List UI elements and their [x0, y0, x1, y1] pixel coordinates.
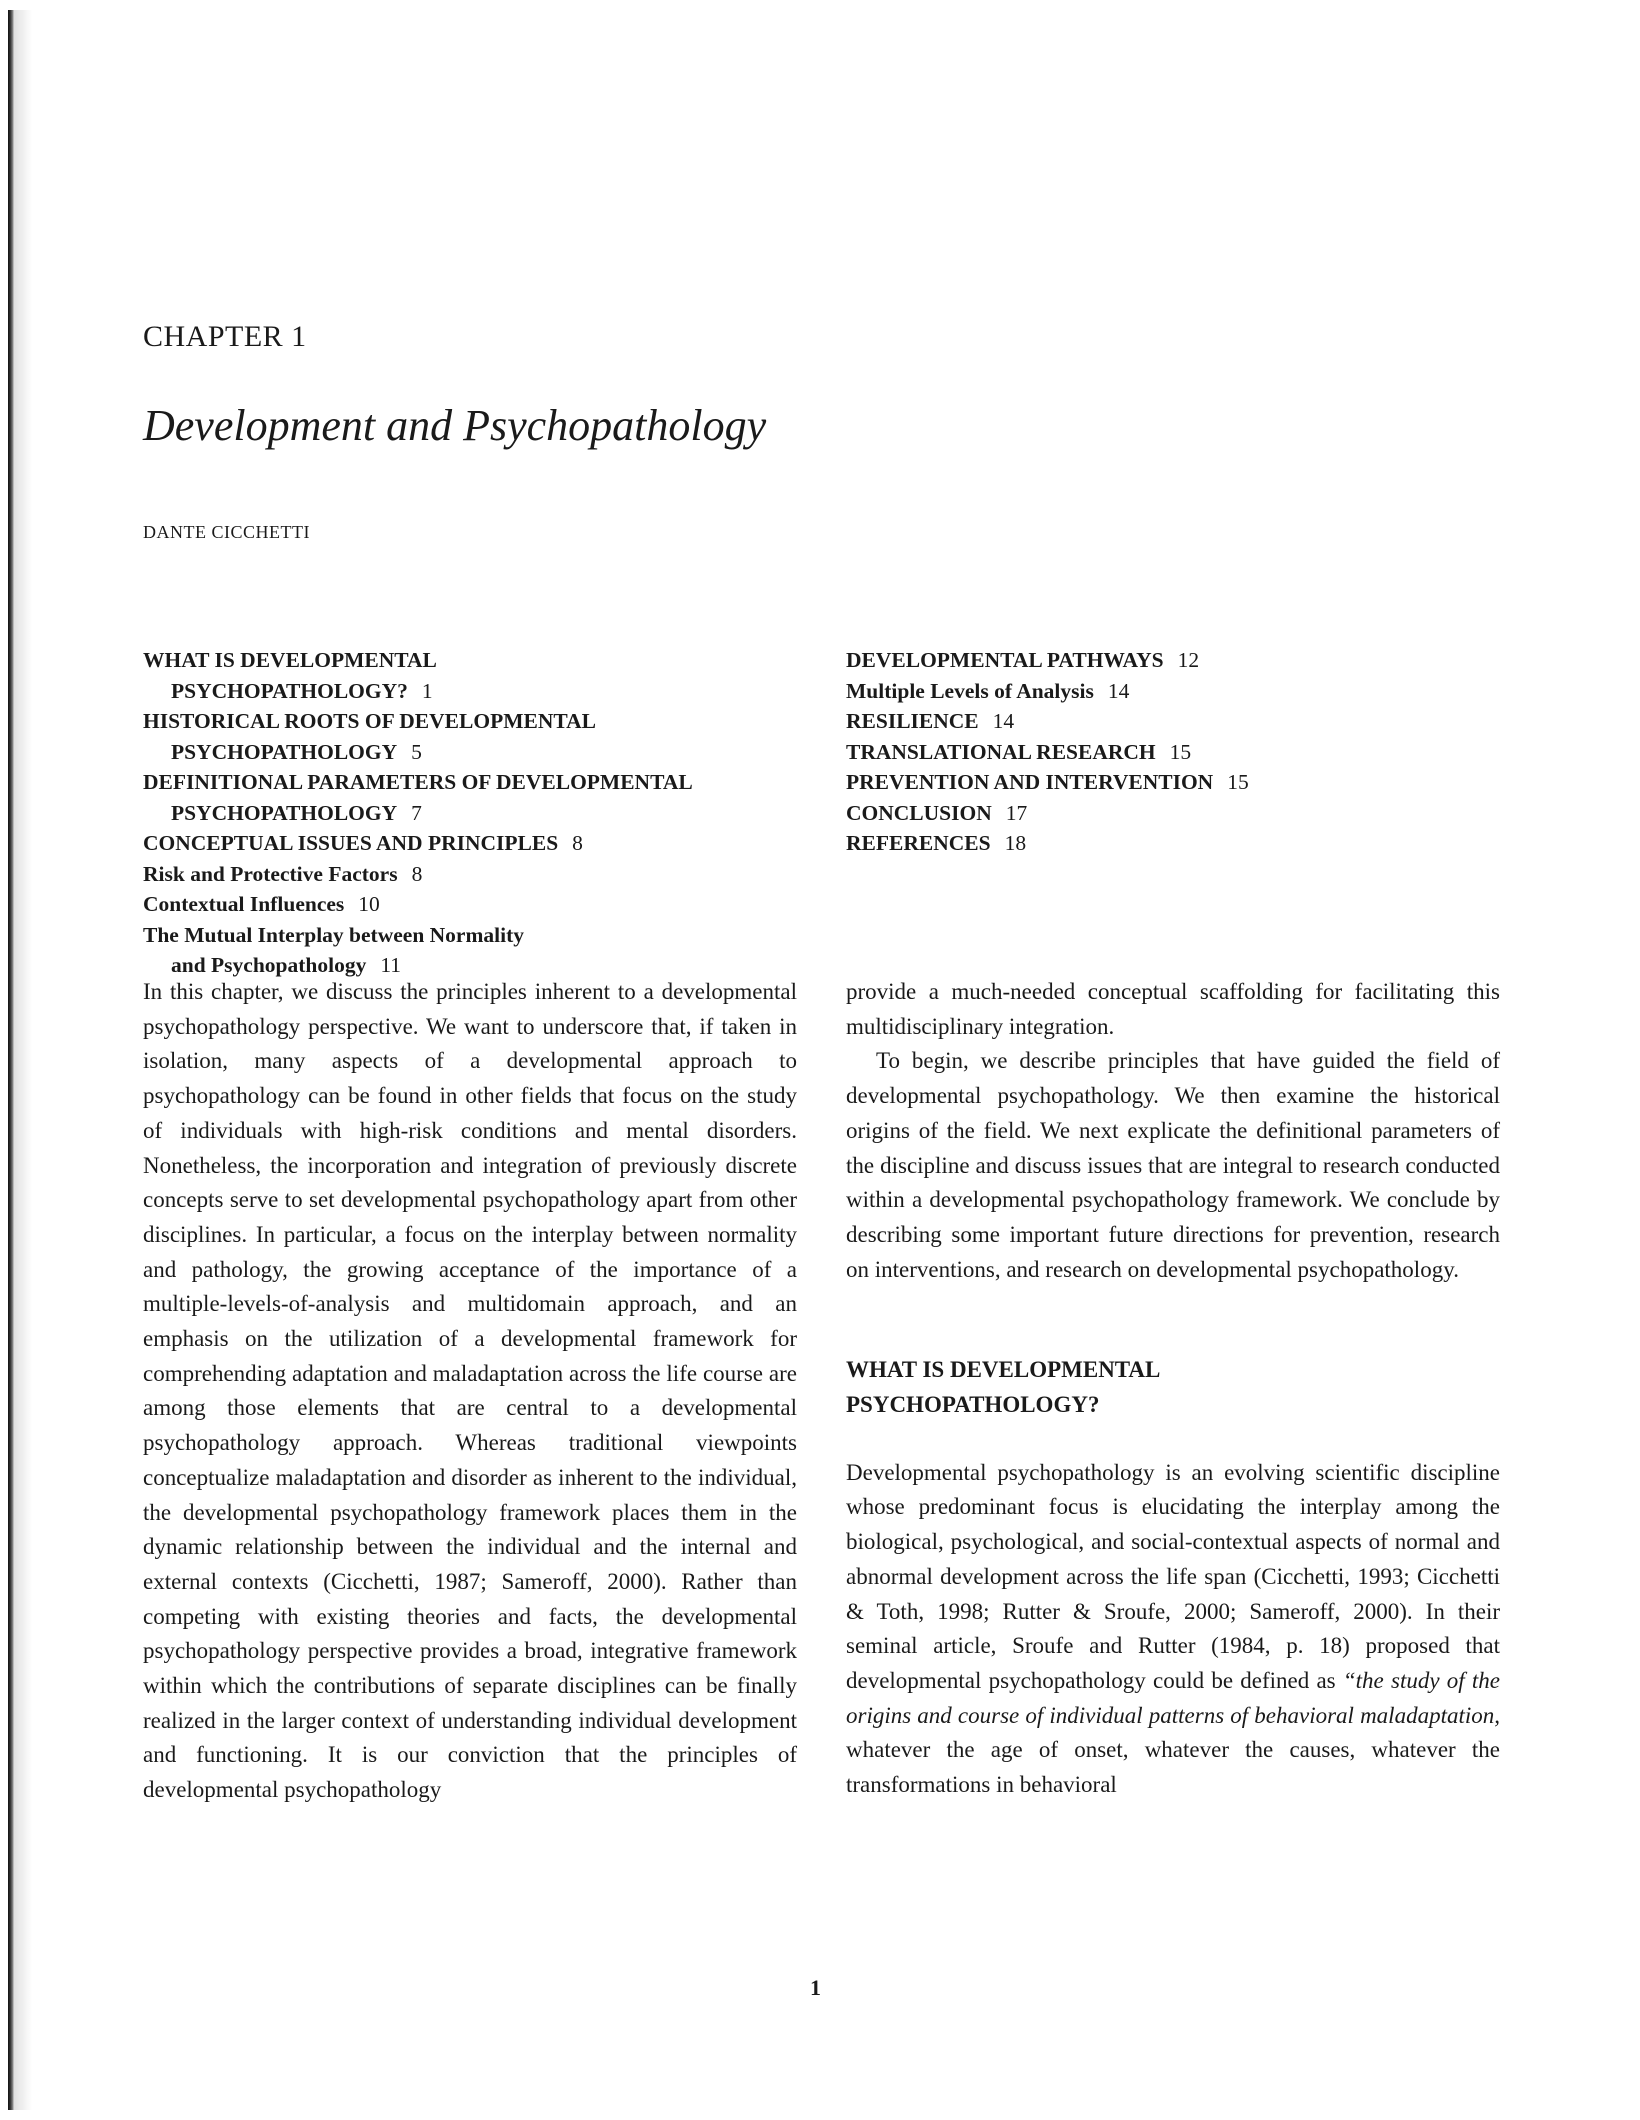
- section-heading-line: PSYCHOPATHOLOGY?: [846, 1392, 1100, 1418]
- toc-entry[interactable]: [846, 737, 1466, 768]
- definition-text: Developmental psychopathology is an evolving scientific discipline whose predominant focus is elucidating the interplay among the biological, psychological, and social-contextual aspects of normal and abnormal development across the life span (Cicchetti, 1993; Cicchetti & Toth, 1998; Rutter & Sroufe, 2000; Sameroff, 2000). In their seminal article, Sroufe and Rutter (1984, p. 18) proposed that developmental psychopathology could be defined as: [846, 1459, 1500, 1693]
- toc-entry-page: 11: [380, 953, 402, 977]
- toc-entry[interactable]: [143, 859, 843, 890]
- overview-paragraph: To begin, we describe principles that have guided the field of developmental psychopathology. We then examine the historical origins of the field. We next explicate the definitional parameters of the discipline and discuss issues that are integral to research conducted within a developmental psychopathology framework. We conclude by describing some important future directions for prevention, research on interventions, and research on developmental psychopathology.: [846, 1048, 1500, 1282]
- toc-entry[interactable]: [143, 889, 843, 920]
- toc-entry[interactable]: [846, 645, 1466, 676]
- section-heading: [846, 1353, 1500, 1422]
- toc-entry[interactable]: [846, 676, 1466, 707]
- intro-paragraph: In this chapter, we discuss the principles inherent to a developmental psychopathology perspective. We want to underscore that, if taken in isolation, many aspects of a developmental approach to psychopathology can be found in other fields that focus on the study of individuals with high-risk conditions and mental disorders. Nonetheless, the incorporation and integration of previously discrete concepts serve to set developmental psychopathology apart from other disciplines. In particular, a focus on the interplay between normality and pathology, the growing acceptance of the importance of a multiple-levels-of-analysis and multidomain approach, and an emphasis on the utilization of a developmental framework for comprehending adaptation and maladaptation across the life course are among those elements that are central to a developmental psychopathology approach. Whereas traditional viewpoints conceptualize maladaptation and disorder as inherent to the individual, the developmental psychopathology framework places them in the dynamic relationship between the individual and the internal and external contexts (Cicchetti, 1987; Sameroff, 2000). Rather than competing with existing theories and facts, the developmental psychopathology perspective provides a broad, integrative framework within which the contributions of separate disciplines can be finally realized in the larger context of understanding individual development and functioning. It is our conviction that the principles of developmental psychopathology: [143, 979, 797, 1803]
- toc-entry[interactable]: [143, 767, 843, 828]
- table-of-contents-right: [846, 645, 1466, 859]
- intro-paragraph-continued: provide a much-needed conceptual scaffolding for facilitating this multidisciplinary integration.: [846, 979, 1500, 1039]
- author-name: DANTE CICCHETTI: [143, 522, 310, 542]
- table-of-contents-left: [143, 645, 843, 981]
- toc-entry-page: 8: [572, 831, 583, 855]
- toc-entry-title: WHAT IS DEVELOPMENTAL: [143, 648, 437, 672]
- definition-text-end: whatever the age of onset, whatever the causes, whatever the transformations in behavioral: [846, 1737, 1500, 1798]
- toc-entry[interactable]: [143, 920, 843, 981]
- toc-entry-title-cont: PSYCHOPATHOLOGY?: [171, 678, 408, 703]
- toc-entry-page: 14: [992, 709, 1015, 733]
- toc-entry-page: 17: [1005, 800, 1028, 825]
- toc-entry[interactable]: [143, 828, 843, 859]
- body-column-left: [143, 975, 797, 1808]
- toc-entry-page: 12: [1177, 648, 1200, 672]
- toc-entry[interactable]: [143, 706, 843, 767]
- toc-entry-title: DEFINITIONAL PARAMETERS OF DEVELOPMENTAL: [143, 770, 693, 794]
- toc-entry-title: RESILIENCE: [846, 709, 979, 733]
- toc-entry[interactable]: [846, 767, 1466, 798]
- toc-entry-title-cont: and Psychopathology: [171, 953, 367, 977]
- toc-entry-title: Multiple Levels of Analysis: [846, 678, 1094, 703]
- toc-entry-page: 7: [411, 800, 422, 825]
- toc-entry-title-cont: PSYCHOPATHOLOGY: [171, 739, 398, 764]
- chapter-label: CHAPTER 1: [143, 320, 307, 353]
- toc-entry-page: 18: [1004, 831, 1027, 855]
- toc-entry-page: 5: [411, 739, 422, 764]
- toc-entry[interactable]: [846, 798, 1466, 829]
- toc-entry-title: CONCEPTUAL ISSUES AND PRINCIPLES: [143, 831, 559, 855]
- toc-entry-title-cont: PSYCHOPATHOLOGY: [171, 800, 398, 825]
- toc-entry[interactable]: [846, 828, 1466, 859]
- toc-entry[interactable]: [846, 706, 1466, 737]
- definition-quote: “the study of the origins and course of individual patterns of behavioral maladaptation,: [846, 1667, 1500, 1728]
- toc-entry[interactable]: [143, 645, 843, 706]
- section-spacer: [846, 1287, 1500, 1353]
- section-spacer: [846, 1423, 1500, 1456]
- toc-entry-page: 14: [1107, 678, 1130, 703]
- toc-entry-page: 1: [421, 678, 433, 703]
- body-column-right: [846, 975, 1500, 1803]
- toc-entry-page: 10: [358, 892, 380, 916]
- definition-paragraph: [846, 1456, 1500, 1803]
- toc-entry-page: 8: [411, 861, 423, 886]
- toc-entry-title: The Mutual Interplay between Normality: [143, 922, 524, 947]
- toc-entry-title: DEVELOPMENTAL PATHWAYS: [846, 648, 1164, 672]
- toc-entry-title: TRANSLATIONAL RESEARCH: [846, 739, 1156, 764]
- page-number: 1: [810, 1975, 821, 2000]
- toc-entry-title: PREVENTION AND INTERVENTION: [846, 770, 1214, 794]
- toc-entry-title: CONCLUSION: [846, 800, 992, 825]
- scan-edge-shadow: [14, 10, 32, 2110]
- toc-entry-title: HISTORICAL ROOTS OF DEVELOPMENTAL: [143, 709, 596, 733]
- section-heading-line: WHAT IS DEVELOPMENTAL: [846, 1357, 1161, 1383]
- toc-entry-title: Contextual Influences: [143, 892, 345, 916]
- toc-entry-page: 15: [1169, 739, 1192, 764]
- toc-entry-page: 15: [1227, 770, 1249, 794]
- chapter-title: Development and Psychopathology: [143, 401, 767, 450]
- toc-entry-title: Risk and Protective Factors: [143, 861, 398, 886]
- toc-entry-title: REFERENCES: [846, 831, 991, 855]
